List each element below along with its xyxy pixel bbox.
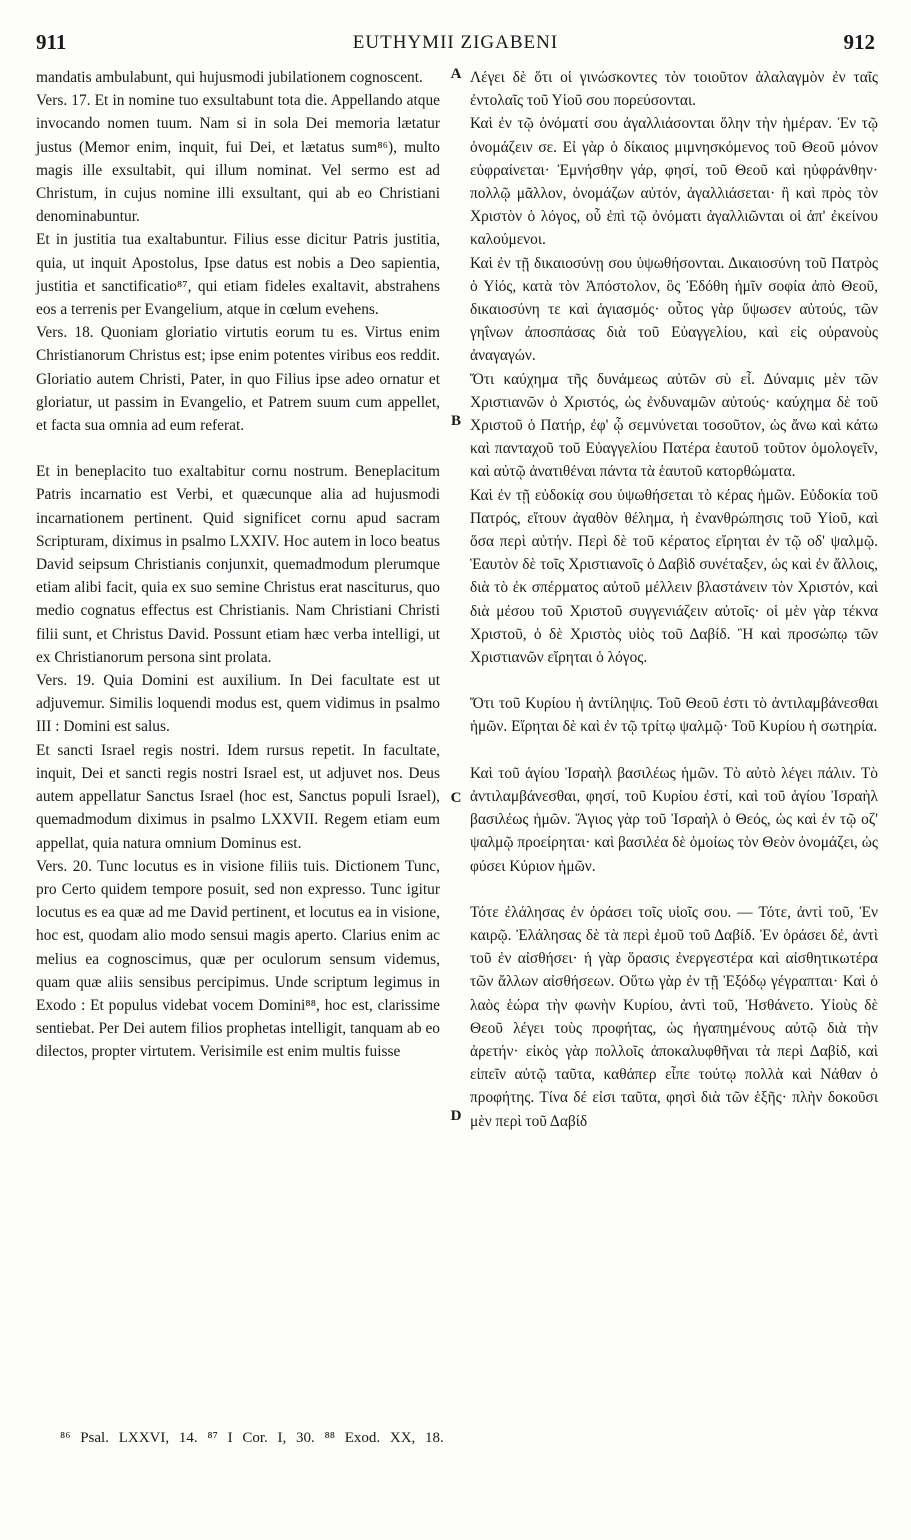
margin-marker-d: D — [450, 1108, 462, 1124]
latin-paragraph: mandatis ambulabunt, qui hujusmodi jubilationem cognoscent. — [36, 69, 423, 86]
right-page-number: 912 — [843, 30, 875, 54]
margin-marker-b: B — [450, 413, 461, 429]
latin-paragraph: Et in justitia tua exaltabuntur. Filius esse dicitur Patris justitia, quia, ut inquit Apostolus, Ipse datus est nobis a Deo sapientia, justitia et sanctificatio⁸⁷, qui etiam fideles exaltavit, abstrahens eos a terrenis per Evangelium, atque in cœlum evehens. — [36, 231, 440, 319]
latin-paragraph: Et in beneplacito tuo exaltabitur cornu nostrum. Beneplacitum Patris incarnatio est Verbi, et quæcunque alia ad hujusmodi incarnationem pertinent. Quid significet cornu apud sacram Scripturam, diximus in psalmo LXXIV. Hoc autem in loco beatus David seipsum Christianis conjunxit, quemadmodum plerumque etiam alibi facit, quia ex suo semine Christus erat nasciturus, quo medio cognatus effectus est Christianis. Nam Christiani Christi filii sunt, et Christus David. Possunt etiam hæc verba intelligi, ut ex Christianorum persona sint prolata. — [36, 463, 440, 666]
greek-paragraph: Ὅτι τοῦ Κυρίου ἡ ἀντίληψις. Τοῦ Θεοῦ ἐστι τὸ ἀντιλαμβάνεσθαι ἡμῶν. Εἴρηται δὲ καὶ ἐν τῷ τρίτῳ ψαλμῷ· Τοῦ Κυρίου ἡ σωτηρία. — [470, 695, 878, 736]
greek-paragraph: Καὶ τοῦ ἁγίου Ἰσραὴλ βασιλέως ἡμῶν. Τὸ αὐτὸ λέγει πάλιν. Τὸ ἀντιλαμβάνεσθαι, φησί, τοῦ Κυρίου ἐστί, καὶ τοῦ ἁγίου Ἰσραὴλ βασιλέως ἡμῶν. Ἅγιος γὰρ τοῦ Ἰσραὴλ ὁ Θεός, ὡς καὶ ἐν τῷ οζ' ψαλμῷ προείρηται· καὶ βασιλέα δὲ ὁμοίως τὸν Θεὸν ὀνομάζει, ὡς φύσει Κύριον ἡμῶν. — [470, 764, 878, 875]
margin-marker-a: A — [450, 66, 462, 82]
greek-paragraph: Τότε ἐλάλησας ἐν ὁράσει τοῖς υἱοῖς σου. — Τότε, ἀντὶ τοῦ, Ἐν καιρῷ. Ἐλάλησας δὲ τὰ περὶ ἐμοῦ τοῦ Δαβίδ. Ἐν ὁράσει δέ, ἀντὶ τοῦ ἐν αἰσθήσει· ἡ γὰρ ὅρασις ἐνεργεστέρα καὶ αἰσθητικωτέρα τῶν ἄλλων αἰσθήσεων. Οὕτω γὰρ ἐν τῇ Ἐξόδῳ γέγραπται· Καὶ ὁ λαὸς ἑώρα τὴν φωνὴν Κυρίου, ἀντὶ τοῦ, Ἠσθάνετο. Υἱοὺς δὲ Θεοῦ λέγει τοὺς προφήτας, ὡς ἠγαπημένους αὐτῷ διὰ τὴν ἀρετήν· εἰκὸς γὰρ πολλοῖς ἀποκαλυφθῆναι τὰ περὶ Δαβίδ, καὶ εἰπεῖν αὐτῷ ταῦτα, καθάπερ εἶπε τούτῳ πολλὰ καὶ Νάθαν ὁ προφήτης. Τίνα δέ εἰσι ταῦτα, φησὶ διὰ τῶν ἑξῆς· πλὴν δοκοῦσι μὲν περὶ τοῦ Δαβίδ — [470, 903, 878, 1130]
footnotes: ⁸⁶ Psal. LXXVI, 14. ⁸⁷ I Cor. I, 30. ⁸⁸ Exod. XX, 18. — [60, 1430, 444, 1446]
latin-paragraph: Vers. 18. Quoniam gloriatio virtutis eorum tu es. Virtus enim Christianorum Christus est; ipse enim potentes viribus eos reddit. Gloriatio autem Christi, Pater, in quo Filius ipse adeo ornatur et gloriatur, ut passim in Evangelio, et Patrem suum cum appellet, et facta sua omnia ad eum referat. — [36, 324, 440, 435]
greek-column — [470, 66, 878, 1133]
latin-paragraph: Vers. 19. Quia Domini est auxilium. In Dei facultate est ut adjuvemur. Similis loquendi modus est, quem vidimus in psalmo III : Domini est salus. — [36, 672, 440, 736]
greek-paragraph: Λέγει δὲ ὅτι οἱ γινώσκοντες τὸν τοιοῦτον ἀλαλαγμὸν ἐν ταῖς ἐντολαῖς τοῦ Υἱοῦ σου πορεύσονται. — [470, 69, 878, 110]
left-page-number: 911 — [36, 30, 67, 54]
greek-paragraph: Καὶ ἐν τῇ εὐδοκίᾳ σου ὑψωθήσεται τὸ κέρας ἡμῶν. Εὐδοκία τοῦ Πατρός, εἴτουν ἀγαθὸν θέλημα, ἡ ἐνανθρώπησις τοῦ Υἱοῦ, καὶ ὅσα περὶ αὐτήν. Περὶ δὲ τοῦ κέρατος εἴρηται ἐν τῷ οδ' ψαλμῷ. Ἑαυτὸν δὲ τοῖς Χριστιανοῖς ὁ Δαβὶδ συνέταξεν, ὡς καὶ ἐν ἄλλοις, διὰ τὸ ἐκ σπέρματος αὐτοῦ μέλλειν βλαστάνειν τὸν Χριστόν, καὶ διὰ μέσου τοῦ Χριστοῦ συγγενιάζειν αὐτοῖς· οἱ μὲν γὰρ τέκνα Χριστοῦ, ὁ δὲ Χριστὸς υἱὸς τοῦ Δαβίδ. Ἢ καὶ προσώπῳ τῶν Χριστιανῶν εἴρηται ὁ λόγος. — [470, 486, 878, 667]
latin-column — [36, 66, 440, 1064]
greek-paragraph: Καὶ ἐν τῷ ὀνόματί σου ἀγαλλιάσονται ὅλην τὴν ἡμέραν. Ἐν τῷ ὀνομάζειν σε. Εἰ γὰρ ὁ δίκαιος μιμνησκόμενος τοῦ Θεοῦ μόνον εὐφραίνεται· Ἐμνήσθην γάρ, φησί, τοῦ Θεοῦ καὶ ηὐφράνθην· πολλῷ μᾶλλον, ὀνομάζων αὐτόν, ἀγαλλιάσεται· ἢ καὶ πρὸς τὸν Χριστὸν ὁ λόγος, οὗ ἐπὶ τῷ ὀνόματι ἀγαλλιῶνται οἱ ἀπ' ἐκείνου καλούμενοι. — [470, 115, 878, 249]
greek-paragraph: Ὅτι καύχημα τῆς δυνάμεως αὐτῶν σὺ εἶ. Δύναμις μὲν τῶν Χριστιανῶν ὁ Χριστός, ὡς ἐνδυναμῶν αὐτούς· καύχημα δὲ τοῦ Χριστοῦ ὁ Πατήρ, ἐφ' ᾧ σεμνύνεται τοσοῦτον, ὡς ἄνω καὶ κάτω καὶ πανταχοῦ τοῦ Εὐαγγελίου Πατέρα ἑαυτοῦ τοῦτον ὁμολογεῖν, καὶ αὐτῷ ἀνατιθέναι πάντα τὰ ἑαυτοῦ κατορθώματα. — [470, 370, 878, 481]
page-header — [36, 30, 875, 60]
latin-paragraph: Vers. 17. Et in nomine tuo exsultabunt tota die. Appellando atque invocando nomen tuum. Nam si in sola Dei memoria lætatur justus (Memor enim, inquit, fui Dei, et lætatus sum⁸⁶), multo magis ille exsultabit, qui illum nominat. Vel sermo est ad Christum, in cujus nomine illi exsultant, qui ab eo Christiani denominabuntur. — [36, 92, 440, 226]
running-title: EUTHYMII ZIGABENI — [352, 32, 559, 53]
latin-paragraph: Et sancti Israel regis nostri. Idem rursus repetit. In facultate, inquit, Dei et sancti regis nostri Israel est, ut adjuvet nos. Deus autem appellatur Sanctus Israel (hoc est, Sanctus populi Israel), quemadmodum diximus in psalmo LXXVII. Regem etiam eum appellat, quia natura omnium Dominus est. — [36, 741, 440, 852]
margin-marker-c: C — [450, 790, 462, 806]
greek-paragraph: Καὶ ἐν τῇ δικαιοσύνῃ σου ὑψωθήσονται. Δικαιοσύνη τοῦ Πατρὸς ὁ Υἱός, κατὰ τὸν Ἀπόστολον, ὃς Ἐδόθη ἡμῖν σοφία ἀπὸ Θεοῦ, δικαιοσύνη τε καὶ ἁγιασμός· οὗτος γὰρ ὕψωσεν αὐτούς, τῶν γηΐνων ἀποσπάσας διὰ τοῦ Εὐαγγελίου, καὶ εἰς οὐρανοὺς ἀναγαγών. — [470, 254, 878, 365]
latin-paragraph: Vers. 20. Tunc locutus es in visione filiis tuis. Dictionem Tunc, pro Certo quidem tempore posuit, sed non expresso. Tunc igitur locutus es ea quæ ad me David pertinent, et locutus ea in visione, hoc est, quodam alio modo sensui magis aperto. Clarius enim ac melius ea cognoscimus, quæ per oculorum sensum videmus, quam quæ aliis sensibus percipimus. Unde scriptum legimus in Exodo : Et populus videbat vocem Domini⁸⁸, hoc est, clarissime sentiebat. Per Dei autem filios prophetas intelligit, tanquam ab eo dilectos, propter virtutem. Verisimile est enim multis fuisse — [36, 857, 440, 1061]
